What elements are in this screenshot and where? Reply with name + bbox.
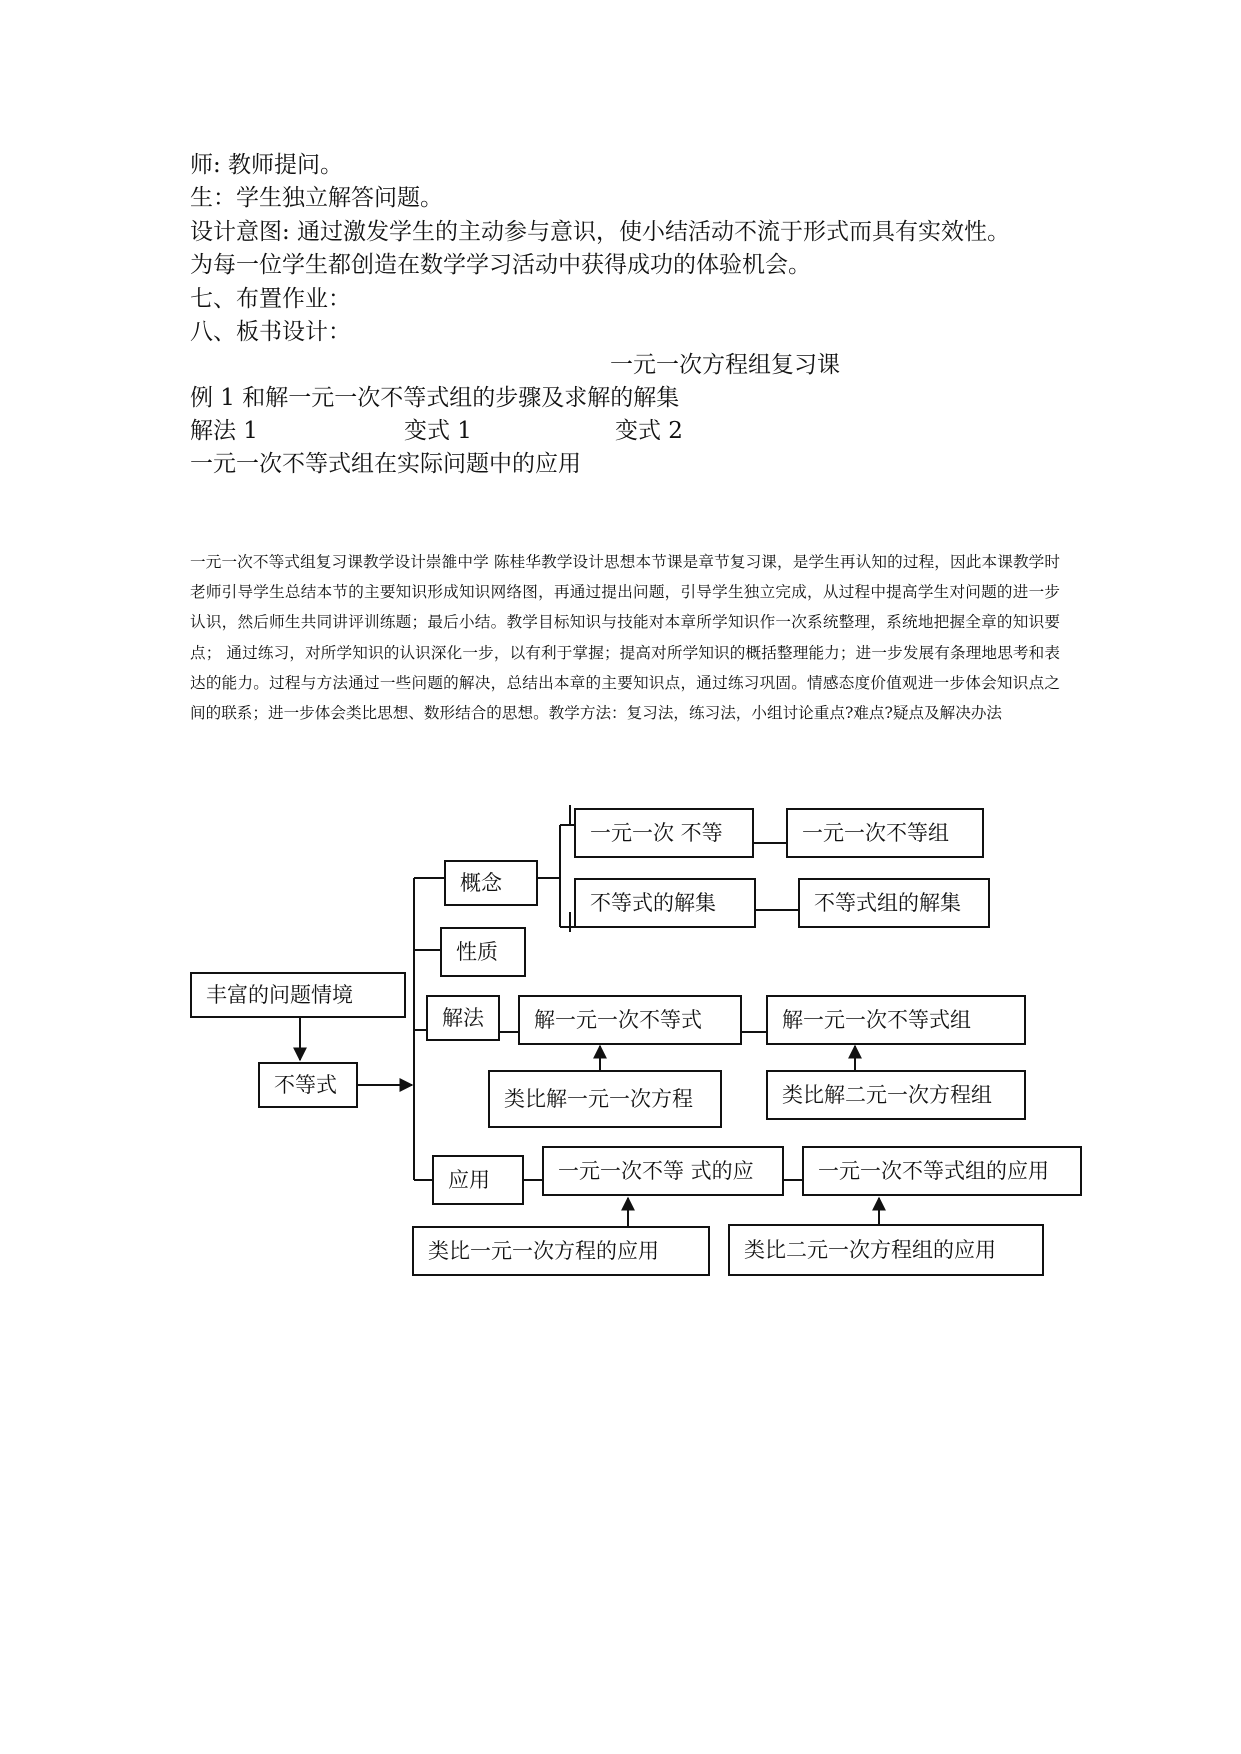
group-solution-set-box: 不等式组的解集 xyxy=(798,878,990,928)
board-title: 一元一次方程组复习课 xyxy=(610,352,840,378)
linear-ineq-group-box: 一元一次不等组 xyxy=(786,808,984,858)
solution-1-label: 解法 1 xyxy=(190,418,258,444)
linear-ineq-group-app-box: 一元一次不等式组的应用 xyxy=(802,1146,1082,1196)
application-box: 应用 xyxy=(432,1155,524,1205)
section-board-design-heading: 八、板书设计： xyxy=(190,319,351,345)
ineq-solution-set-box: 不等式的解集 xyxy=(574,878,756,928)
variant-2-label: 变式 2 xyxy=(615,418,683,444)
teacher-line: 师: 教师提问。 xyxy=(190,152,344,178)
student-line: 生：学生独立解答问题。 xyxy=(190,185,443,211)
section-homework-heading: 七、布置作业： xyxy=(190,286,351,312)
intro-paragraph: 一元一次不等式组复习课教学设计崇雒中学 陈桂华教学设计思想本节课是章节复习课，是学生再认知的过程，因此本课教学时老师引导学生总结本节的主要知识形成知识网络图，再通过提出问题，引导学生独立完成，从过程中提高学生对问题的进一步认识，然后师生共同讲评训练题；最后小结。教学目标知识与技能对本章所学知识作一次系统整理，系统地把握全章的知识要点； 通过练习，对所学知识的认识深化一步，以有利于掌握；提高对所学知识的概括整理能力；进一步发展有条理地思考和表达的能力。过程与方法通过一些问题的解决，总结出本章的主要知识点，通过练习巩固。情感态度价值观进一步体会知识点之间的联系；进一步体会类比思想、数形结合的思想。教学方法：复习法，练习法，小组讨论重点?难点?疑点及解决办法 xyxy=(190,553,1060,723)
analogy-eq-group-app-box: 类比二元一次方程组的应用 xyxy=(728,1224,1044,1276)
concept-box: 概念 xyxy=(444,860,538,906)
analogy-solve-eq-group-box: 类比解二元一次方程组 xyxy=(766,1070,1026,1120)
example-1-line: 例 1 和解一元一次不等式组的步骤及求解的解集 xyxy=(190,385,680,411)
linear-ineq-box: 一元一次 不等 xyxy=(574,808,754,858)
solution-method-box: 解法 xyxy=(426,995,500,1041)
property-box: 性质 xyxy=(440,927,526,977)
analogy-solve-eq-box: 类比解一元一次方程 xyxy=(488,1070,722,1128)
inequality-box: 不等式 xyxy=(258,1062,358,1108)
solve-linear-ineq-group-box: 解一元一次不等式组 xyxy=(766,995,1026,1045)
variant-1-label: 变式 1 xyxy=(404,418,472,444)
rich-problem-box: 丰富的问题情境 xyxy=(190,972,406,1018)
application-line: 一元一次不等式组在实际问题中的应用 xyxy=(190,451,581,477)
solve-linear-ineq-box: 解一元一次不等式 xyxy=(518,995,742,1045)
analogy-eq-app-box: 类比一元一次方程的应用 xyxy=(412,1226,710,1276)
design-intent-line-1: 设计意图: 通过激发学生的主动参与意识，使小结活动不流于形式而具有实效性。 xyxy=(190,219,1011,245)
linear-ineq-app-box: 一元一次不等 式的应 xyxy=(542,1146,784,1196)
design-intent-line-2: 为每一位学生都创造在数学学习活动中获得成功的体验机会。 xyxy=(190,252,811,278)
